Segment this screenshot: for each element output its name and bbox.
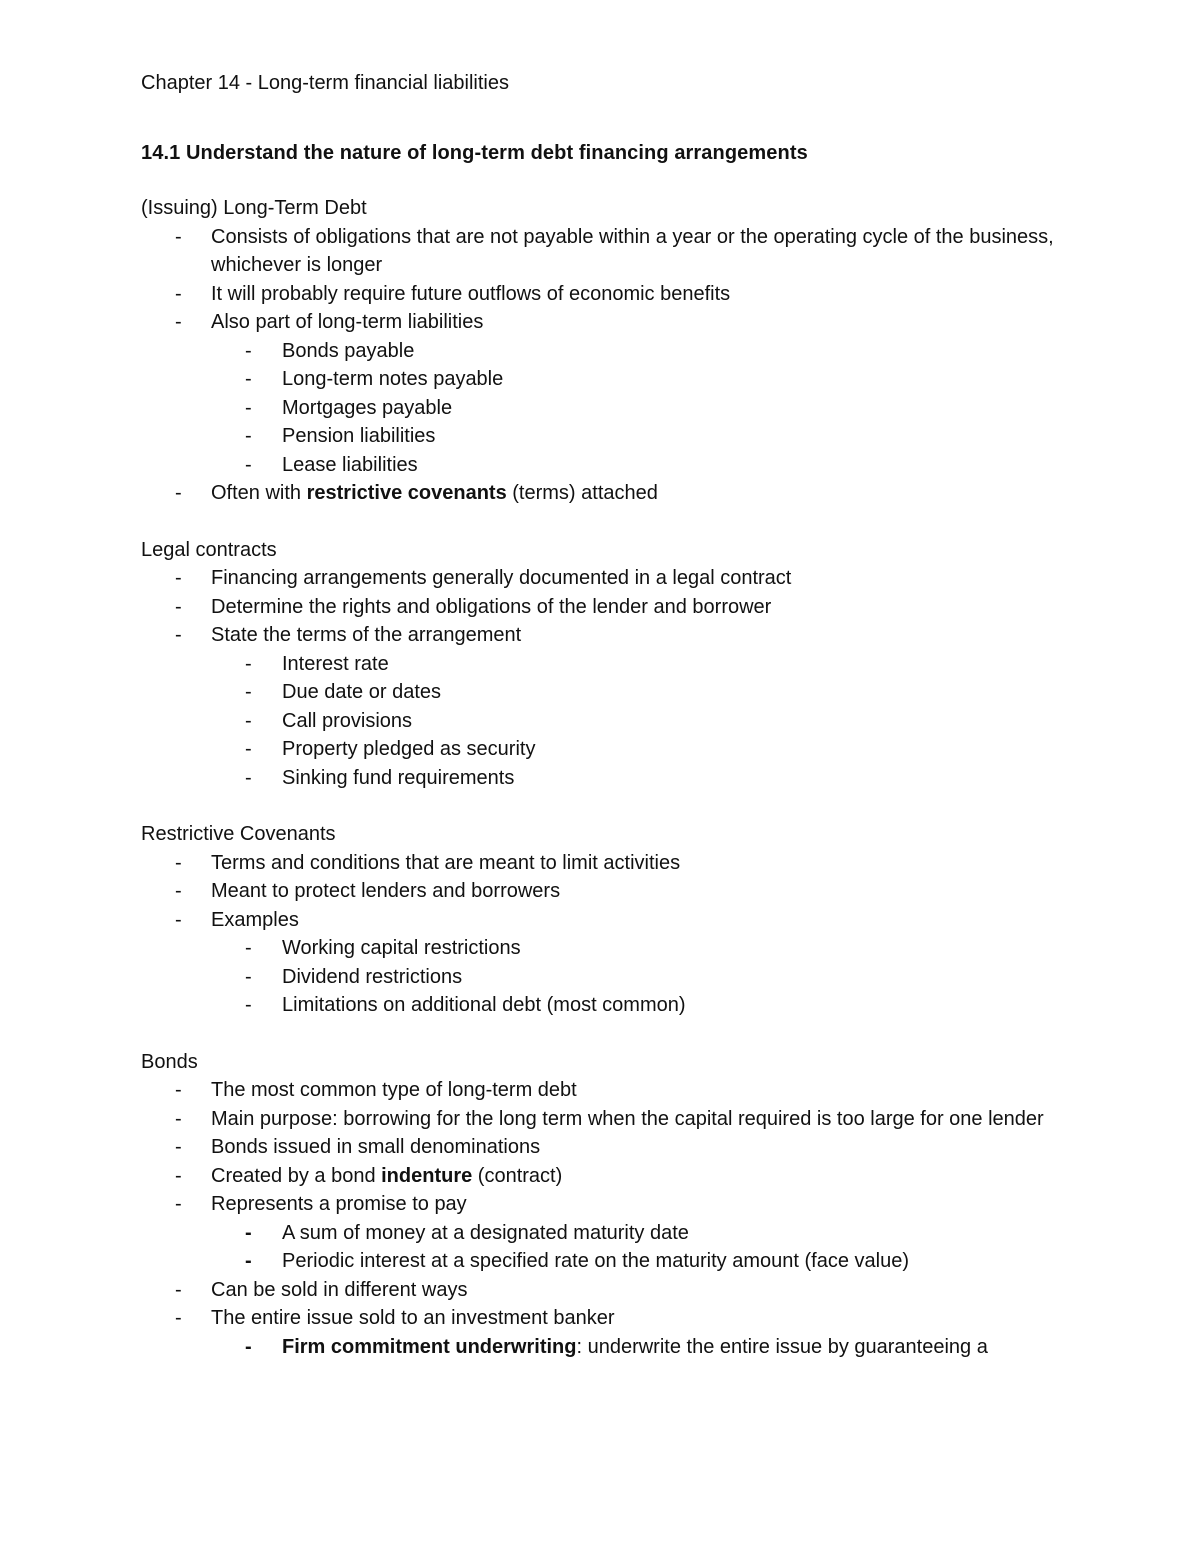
sub-list-item-text: Dividend restrictions — [282, 965, 463, 988]
sub-list-item — [211, 422, 1061, 451]
sub-list-item-text: Working capital restrictions — [282, 937, 521, 959]
sub-bullet-list — [211, 934, 1061, 1020]
list-item-text-pre: Often with — [211, 482, 307, 504]
sub-list-item — [211, 451, 1061, 480]
sub-list-item — [211, 991, 1061, 1020]
list-item-text: Main purpose: borrowing for the long term when the capital required is too large for one lender — [211, 1107, 1044, 1130]
bold-term: restrictive covenants — [306, 482, 507, 504]
dash-bullet: - — [245, 453, 252, 476]
sub-list-item-text: A sum of money at a designated maturity date — [282, 1221, 689, 1244]
dash-bullet: - — [175, 908, 182, 931]
list-item-text: The entire issue sold to an investment banker — [211, 1307, 615, 1329]
dash-bullet: - — [175, 282, 182, 305]
dash-bullet: - — [245, 709, 252, 732]
list-item-text-post: (contract) — [472, 1164, 563, 1187]
list-item — [141, 1162, 1061, 1191]
sub-list-item — [211, 1219, 1061, 1248]
sub-list-item-text: Property pledged as security — [282, 738, 536, 760]
sub-list-item — [211, 1247, 1061, 1276]
sub-list-item — [211, 707, 1061, 736]
dash-bullet: - — [245, 965, 252, 988]
list-item — [141, 877, 1061, 906]
list-item-text: Bonds issued in small denominations — [211, 1136, 541, 1158]
dash-bullet: - — [175, 225, 182, 248]
sub-list-item-text: Periodic interest at a specified rate on the maturity amount (face value) — [282, 1250, 909, 1272]
sub-list-item-text-post: : underwrite the entire issue by guaranteeing a — [576, 1335, 988, 1358]
list-item — [141, 1190, 1061, 1276]
dash-bullet: - — [245, 994, 252, 1016]
list-item — [141, 564, 1061, 593]
dash-bullet: - — [245, 1221, 252, 1244]
list-item-text: It will probably require future outflows of economic benefits — [211, 282, 731, 305]
list-item-text: The most common type of long-term debt — [211, 1079, 577, 1101]
list-item — [141, 1133, 1061, 1162]
section-long-term-debt — [141, 194, 1061, 508]
sub-list-item-text: Bonds payable — [282, 339, 415, 362]
dash-bullet: - — [175, 1278, 182, 1301]
list-item — [141, 280, 1061, 309]
dash-bullet: - — [175, 624, 182, 646]
section-legal-contracts — [141, 536, 1061, 793]
sub-bullet-list — [211, 1219, 1061, 1276]
dash-bullet: - — [245, 652, 252, 675]
bold-term: Firm commitment underwriting — [282, 1335, 577, 1358]
list-item-text: Also part of long-term liabilities — [211, 311, 484, 333]
dash-bullet: - — [175, 595, 182, 618]
dash-bullet: - — [245, 937, 252, 959]
list-item — [141, 1105, 1061, 1134]
list-item — [141, 906, 1061, 1020]
dash-bullet: - — [245, 368, 252, 390]
sub-list-item-text: Interest rate — [282, 652, 389, 675]
sub-list-item-text: Long-term notes payable — [282, 368, 504, 390]
dash-bullet: - — [175, 1079, 182, 1101]
list-item — [141, 479, 1061, 508]
sub-list-item — [211, 735, 1061, 764]
list-item — [141, 1076, 1061, 1105]
dash-bullet: - — [245, 396, 252, 419]
sub-list-item — [211, 365, 1061, 394]
dash-bullet: - — [175, 1193, 182, 1215]
sub-list-item-text: Limitations on additional debt (most common) — [282, 994, 686, 1016]
list-item — [141, 621, 1061, 792]
list-item-text: Meant to protect lenders and borrowers — [211, 880, 561, 902]
dash-bullet: - — [245, 1335, 252, 1358]
section-heading-14-1: 14.1 Understand the nature of long-term debt financing arrangements — [141, 142, 808, 164]
dash-bullet: - — [175, 311, 182, 333]
list-item — [141, 593, 1061, 622]
dash-bullet: - — [245, 738, 252, 760]
dash-bullet: - — [245, 1250, 252, 1272]
section-title-restrictive-covenants: Restrictive Covenants — [141, 823, 336, 845]
sub-list-item — [211, 650, 1061, 679]
list-item — [141, 308, 1061, 479]
dash-bullet: - — [245, 425, 252, 447]
dash-bullet: - — [245, 339, 252, 362]
dash-bullet: - — [175, 1164, 182, 1187]
dash-bullet: - — [175, 880, 182, 902]
list-item-text: Financing arrangements generally documented in a legal contract — [211, 567, 792, 589]
section-title-legal-contracts: Legal contracts — [141, 538, 277, 561]
document-title: Chapter 14 - Long-term financial liabilities — [141, 72, 509, 94]
bold-term: indenture — [381, 1164, 473, 1187]
section-title-long-term-debt: (Issuing) Long-Term Debt — [141, 197, 367, 219]
document-page — [141, 68, 1061, 1361]
sub-bullet-list — [211, 337, 1061, 480]
list-item-text: State the terms of the arrangement — [211, 624, 522, 646]
list-item-text-pre: Created by a bond — [211, 1164, 382, 1187]
list-item-text: Terms and conditions that are meant to limit activities — [211, 851, 681, 874]
sub-bullet-list — [211, 650, 1061, 793]
sub-list-item — [211, 764, 1061, 793]
list-item-text: Can be sold in different ways — [211, 1278, 468, 1301]
bullet-list — [141, 1076, 1061, 1361]
sub-list-item — [211, 934, 1061, 963]
bullet-list — [141, 564, 1061, 792]
section-restrictive-covenants — [141, 820, 1061, 1020]
sub-list-item-text: Call provisions — [282, 709, 413, 732]
list-item — [141, 1304, 1061, 1361]
sub-list-item-text: Pension liabilities — [282, 425, 436, 447]
list-item-text: Represents a promise to pay — [211, 1193, 467, 1215]
sub-list-item-text: Mortgages payable — [282, 396, 453, 419]
list-item-text-post: (terms) attached — [506, 482, 658, 504]
sub-list-item-text: Lease liabilities — [282, 453, 418, 476]
sub-list-item — [211, 963, 1061, 992]
dash-bullet: - — [175, 851, 182, 874]
dash-bullet: - — [175, 1307, 182, 1329]
sub-list-item — [211, 1333, 1061, 1362]
list-item — [141, 849, 1061, 878]
dash-bullet: - — [175, 1107, 182, 1130]
sub-bullet-list — [211, 1333, 1061, 1362]
section-bonds — [141, 1048, 1061, 1362]
sub-list-item — [211, 337, 1061, 366]
list-item-text: Determine the rights and obligations of the lender and borrower — [211, 595, 772, 618]
bullet-list — [141, 849, 1061, 1020]
section-title-bonds: Bonds — [141, 1050, 198, 1073]
bullet-list — [141, 223, 1061, 508]
dash-bullet: - — [175, 567, 182, 589]
sub-list-item — [211, 678, 1061, 707]
dash-bullet: - — [175, 1136, 182, 1158]
list-item — [141, 1276, 1061, 1305]
list-item — [141, 223, 1061, 280]
dash-bullet: - — [245, 681, 252, 703]
dash-bullet: - — [175, 482, 182, 504]
sub-list-item-text: Due date or dates — [282, 681, 441, 703]
sub-list-item — [211, 394, 1061, 423]
list-item-text: Examples — [211, 908, 299, 931]
list-item-text: Consists of obligations that are not payable within a year or the operating cycle of the business, whichever is longer — [211, 225, 1054, 276]
dash-bullet: - — [245, 766, 252, 789]
sub-list-item-text: Sinking fund requirements — [282, 766, 515, 789]
